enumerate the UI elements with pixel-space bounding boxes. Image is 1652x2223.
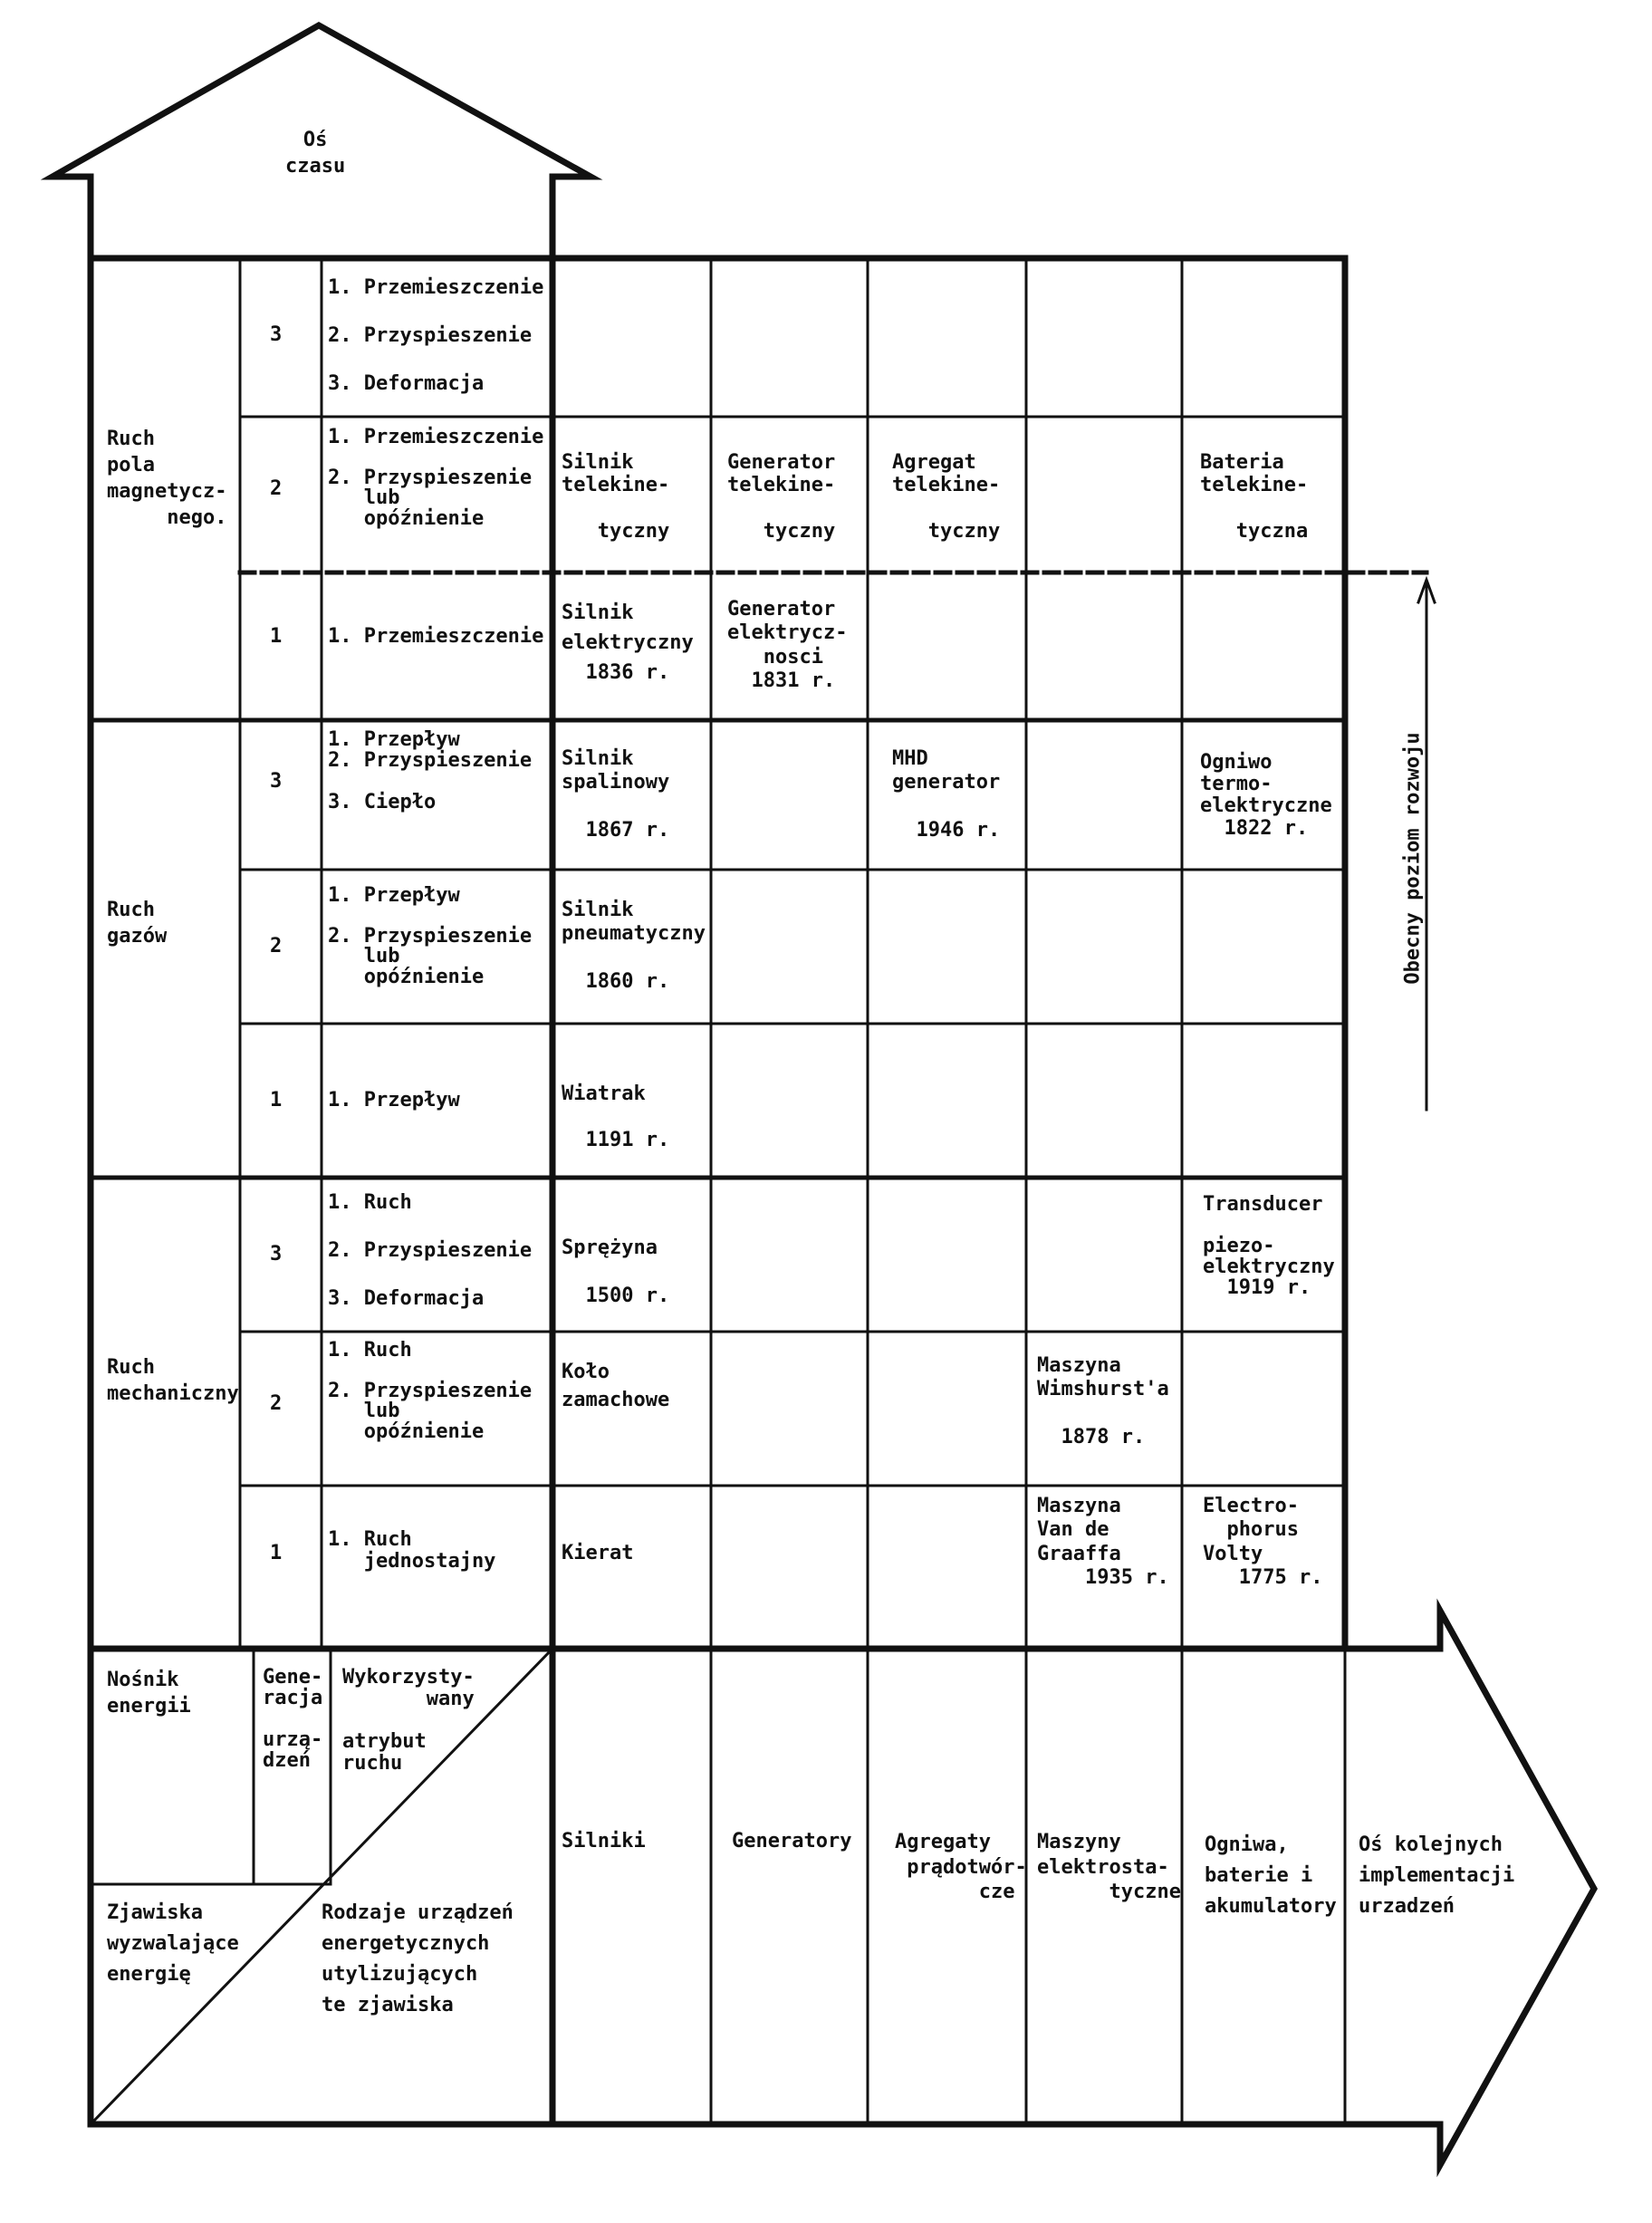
cell-k2-maszyny: Maszyna Wimshurst'a 1878 r. [1037, 1354, 1169, 1449]
gen-k1: 1 [270, 1542, 283, 1564]
time-axis-label: Oś czasu [285, 129, 346, 178]
attr-g1: 1. Przepływ [328, 1089, 460, 1112]
column-maszyny: Maszyny elektrosta- tyczne [1037, 1831, 1181, 1903]
gen-m3: 3 [270, 323, 283, 346]
cell-m2-generatory: Generator telekine- tyczny [727, 451, 836, 543]
attr-g2: 1. Przepływ 2. Przyspieszenie lub opóźnienie [328, 884, 533, 988]
column-silniki: Silniki [562, 1830, 646, 1852]
implementation-axis-label: Oś kolejnych implementacji urzadzeń [1359, 1833, 1515, 1919]
header-phenomena: Zjawiska wyzwalające energię [107, 1901, 239, 1987]
cell-g3-silniki: Silnik spalinowy 1867 r. [562, 747, 670, 842]
header-device-types: Rodzaje urządzeń energetycznych utylizujących te zjawiska [322, 1901, 514, 2017]
cell-k2-silniki: Koło zamachowe [562, 1361, 670, 1411]
header-generation: Gene- racja urzą- dzeń [263, 1666, 323, 1773]
gen-k3: 3 [270, 1243, 283, 1265]
cell-k1-ogniwa: Electro- phorus Volty 1775 r. [1203, 1495, 1323, 1590]
attr-m2: 1. Przemieszczenie 2. Przyspieszenie lub opóźnienie [328, 426, 544, 530]
gen-k2: 2 [270, 1392, 283, 1415]
gen-g2: 2 [270, 935, 283, 958]
header-attribute: Wykorzysty- wany atrybut ruchu [342, 1666, 475, 1775]
column-generatory: Generatory [732, 1830, 852, 1852]
column-ogniwa: Ogniwa, baterie i akumulatory [1205, 1833, 1337, 1919]
attr-m1: 1. Przemieszczenie [328, 625, 544, 648]
column-agregaty: Agregaty prądotwór- cze [895, 1831, 1027, 1903]
cell-m2-agregaty: Agregat telekine- tyczny [892, 451, 1001, 543]
gen-g3: 3 [270, 770, 283, 793]
cell-g1-silniki: Wiatrak 1191 r. [562, 1083, 670, 1151]
header-carrier: Nośnik energii [107, 1669, 191, 1718]
cell-m1-generatory: Generator elektrycz- nosci 1831 r. [727, 598, 848, 693]
cell-g3-agregaty: MHD generator 1946 r. [892, 747, 1001, 842]
gen-m1: 1 [270, 625, 283, 648]
carrier-magnetic: Ruch pola magnetycz- nego. [107, 428, 227, 530]
attr-m3: 1. Przemieszczenie 2. Przyspieszenie 3. Deformacja [328, 276, 544, 395]
attr-g3: 1. Przepływ 2. Przyspieszenie 3. Ciepło [328, 728, 533, 814]
gen-m2: 2 [270, 477, 283, 500]
cell-g3-ogniwa: Ogniwo termo- elektryczne 1822 r. [1200, 751, 1332, 840]
cell-k1-silniki: Kierat [562, 1542, 634, 1564]
cell-k3-ogniwa: Transducer piezo- elektryczny 1919 r. [1203, 1193, 1335, 1300]
cell-m2-ogniwa: Bateria telekine- tyczna [1200, 451, 1309, 543]
cell-m1-silniki: Silnik elektryczny 1836 r. [562, 601, 694, 684]
attr-k1: 1. Ruch jednostajny [328, 1528, 496, 1573]
attr-k2: 1. Ruch 2. Przyspieszenie lub opóźnienie [328, 1339, 533, 1443]
development-level-label: Obecny poziom rozwoju [1401, 732, 1425, 985]
cell-g2-silniki: Silnik pneumatyczny 1860 r. [562, 899, 706, 994]
gen-g1: 1 [270, 1089, 283, 1112]
cell-m2-silniki: Silnik telekine- tyczny [562, 451, 670, 543]
cell-k1-maszyny: Maszyna Van de Graaffa 1935 r. [1037, 1495, 1169, 1590]
carrier-gas: Ruch gazów [107, 899, 168, 948]
carrier-mechanical: Ruch mechaniczny [107, 1356, 239, 1406]
attr-k3: 1. Ruch 2. Przyspieszenie 3. Deformacja [328, 1191, 533, 1310]
cell-k3-silniki: Sprężyna 1500 r. [562, 1237, 670, 1307]
